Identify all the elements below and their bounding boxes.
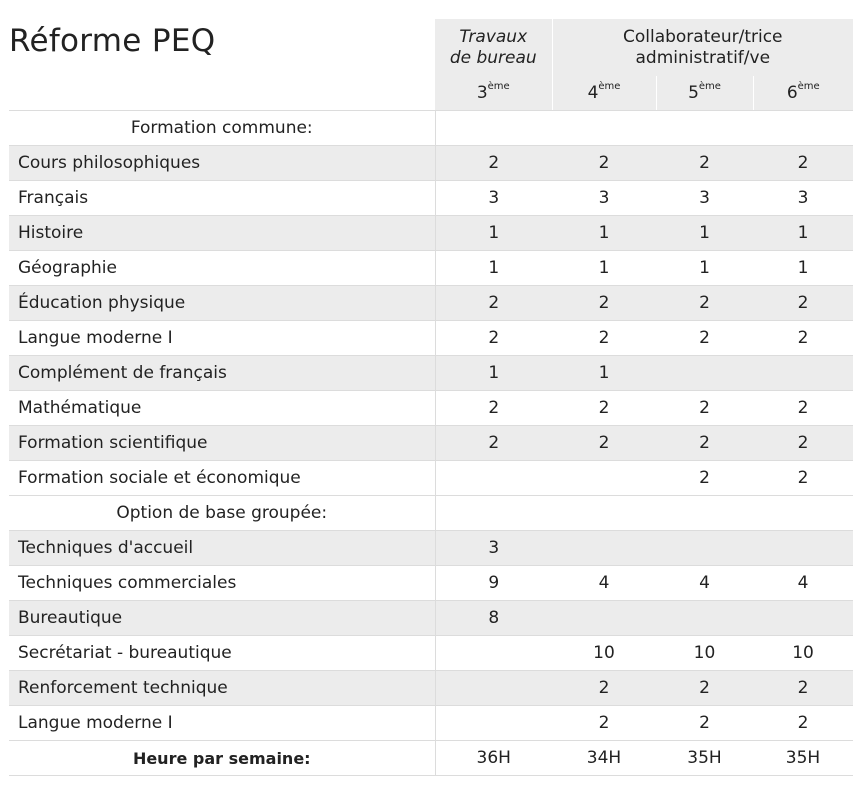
column-group-collaborateur: [552, 19, 853, 76]
column-group-travaux-de-bureau: [435, 19, 552, 76]
hours-cell: 2: [753, 426, 853, 461]
subject-label: Mathématique: [9, 391, 435, 426]
section-empty-cell: [435, 111, 853, 146]
hours-cell: 2: [656, 426, 753, 461]
subject-label: Techniques commerciales: [9, 566, 435, 601]
hours-cell: [435, 461, 552, 496]
subject-label: Renforcement technique: [9, 671, 435, 706]
hours-cell: 4: [656, 566, 753, 601]
common-rows: [9, 146, 853, 496]
table-row: [9, 356, 853, 391]
hours-cell: [656, 356, 753, 391]
hours-cell: 2: [753, 706, 853, 741]
hours-cell: 2: [656, 146, 753, 181]
table-row: [9, 566, 853, 601]
table-row: [9, 216, 853, 251]
year-sup: ème: [598, 81, 621, 93]
section-row-option: [9, 496, 853, 531]
hours-cell: 10: [552, 636, 656, 671]
hours-cell: 2: [435, 391, 552, 426]
subject-label: Complément de français: [9, 356, 435, 391]
hours-cell: 1: [552, 216, 656, 251]
subject-label: Bureautique: [9, 601, 435, 636]
subject-label: Formation scientifique: [9, 426, 435, 461]
year-num: 6: [786, 83, 798, 103]
table-row: [9, 706, 853, 741]
hours-cell: [753, 356, 853, 391]
hours-cell: [656, 601, 753, 636]
hours-cell: 2: [656, 321, 753, 356]
hours-cell: 3: [656, 181, 753, 216]
hours-cell: 2: [656, 461, 753, 496]
table-row: [9, 636, 853, 671]
year-sup: ème: [797, 81, 820, 93]
hours-cell: 2: [753, 146, 853, 181]
year-num: 5: [688, 83, 699, 103]
hours-cell: 4: [552, 566, 656, 601]
hours-cell: 1: [656, 216, 753, 251]
hours-cell: 10: [656, 636, 753, 671]
hours-cell: 2: [435, 426, 552, 461]
year-num: 4: [587, 83, 599, 103]
hours-cell: 1: [753, 251, 853, 286]
hours-cell: 2: [435, 146, 552, 181]
hours-cell: [552, 461, 656, 496]
hours-cell: 2: [753, 286, 853, 321]
hours-cell: [552, 531, 656, 566]
hours-cell: [753, 531, 853, 566]
hours-cell: 2: [552, 321, 656, 356]
hours-cell: [552, 601, 656, 636]
subject-label: Français: [9, 181, 435, 216]
hours-cell: 2: [435, 286, 552, 321]
subject-label: Secrétariat - bureautique: [9, 636, 435, 671]
subject-label: Langue moderne I: [9, 321, 435, 356]
hours-cell: [435, 636, 552, 671]
table-row: [9, 391, 853, 426]
group1-line1: Travaux: [459, 26, 528, 47]
total-row: [9, 741, 853, 776]
table-row: [9, 251, 853, 286]
hours-cell: 2: [656, 706, 753, 741]
hours-cell: 3: [435, 531, 552, 566]
hours-cell: 2: [656, 286, 753, 321]
hours-cell: 1: [552, 251, 656, 286]
table-row: [9, 146, 853, 181]
hours-cell: 2: [753, 321, 853, 356]
hours-cell: 2: [656, 671, 753, 706]
hours-cell: 2: [552, 671, 656, 706]
hours-cell: 1: [753, 216, 853, 251]
option-rows: [9, 531, 853, 741]
table-row: [9, 461, 853, 496]
hours-cell: 1: [435, 251, 552, 286]
hours-cell: 1: [552, 356, 656, 391]
section-heading-common: Formation commune:: [9, 111, 435, 146]
hours-cell: [656, 531, 753, 566]
group2-line1: Collaborateur/trice: [622, 26, 783, 47]
page-title: Réforme PEQ: [9, 19, 435, 111]
table-row: [9, 286, 853, 321]
hours-cell: 2: [753, 391, 853, 426]
header-row: [9, 19, 853, 76]
year-header-4: [552, 76, 656, 111]
hours-cell: 2: [656, 391, 753, 426]
year-sup: ème: [487, 81, 510, 93]
table-row: [9, 601, 853, 636]
subject-label: Formation sociale et économique: [9, 461, 435, 496]
table-row: [9, 671, 853, 706]
table-row: [9, 531, 853, 566]
hours-cell: 3: [435, 181, 552, 216]
section-row-common: [9, 111, 853, 146]
hours-cell: 2: [753, 461, 853, 496]
table-row: [9, 426, 853, 461]
hours-cell: 3: [753, 181, 853, 216]
hours-cell: [753, 601, 853, 636]
hours-cell: 1: [435, 356, 552, 391]
total-value: 34H: [552, 741, 656, 776]
hours-cell: 9: [435, 566, 552, 601]
hours-cell: 2: [435, 321, 552, 356]
hours-cell: 2: [552, 391, 656, 426]
year-num: 3: [476, 83, 488, 103]
year-sup: ème: [698, 81, 721, 93]
hours-cell: [435, 671, 552, 706]
group1-line2: de bureau: [449, 47, 537, 68]
hours-cell: 1: [656, 251, 753, 286]
total-value: 35H: [656, 741, 753, 776]
hours-cell: 2: [552, 286, 656, 321]
hours-cell: 10: [753, 636, 853, 671]
total-value: 36H: [435, 741, 552, 776]
hours-cell: 8: [435, 601, 552, 636]
hours-cell: 2: [552, 426, 656, 461]
table-row: [9, 321, 853, 356]
section-heading-option: Option de base groupée:: [9, 496, 435, 531]
subject-label: Géographie: [9, 251, 435, 286]
hours-cell: 3: [552, 181, 656, 216]
schedule-table: [9, 19, 853, 776]
subject-label: Techniques d'accueil: [9, 531, 435, 566]
hours-cell: 4: [753, 566, 853, 601]
section-empty-cell: [435, 496, 853, 531]
hours-cell: 2: [552, 146, 656, 181]
subject-label: Langue moderne I: [9, 706, 435, 741]
hours-cell: 2: [552, 706, 656, 741]
total-label: Heure par semaine:: [9, 741, 435, 776]
subject-label: Cours philosophiques: [9, 146, 435, 181]
subject-label: Éducation physique: [9, 286, 435, 321]
total-value: 35H: [753, 741, 853, 776]
group2-line2: administratif/ve: [635, 47, 771, 68]
year-header-3: [435, 76, 552, 111]
year-header-5: [656, 76, 753, 111]
hours-cell: [435, 706, 552, 741]
year-header-6: [753, 76, 853, 111]
table-row: [9, 181, 853, 216]
hours-cell: 1: [435, 216, 552, 251]
subject-label: Histoire: [9, 216, 435, 251]
hours-cell: 2: [753, 671, 853, 706]
